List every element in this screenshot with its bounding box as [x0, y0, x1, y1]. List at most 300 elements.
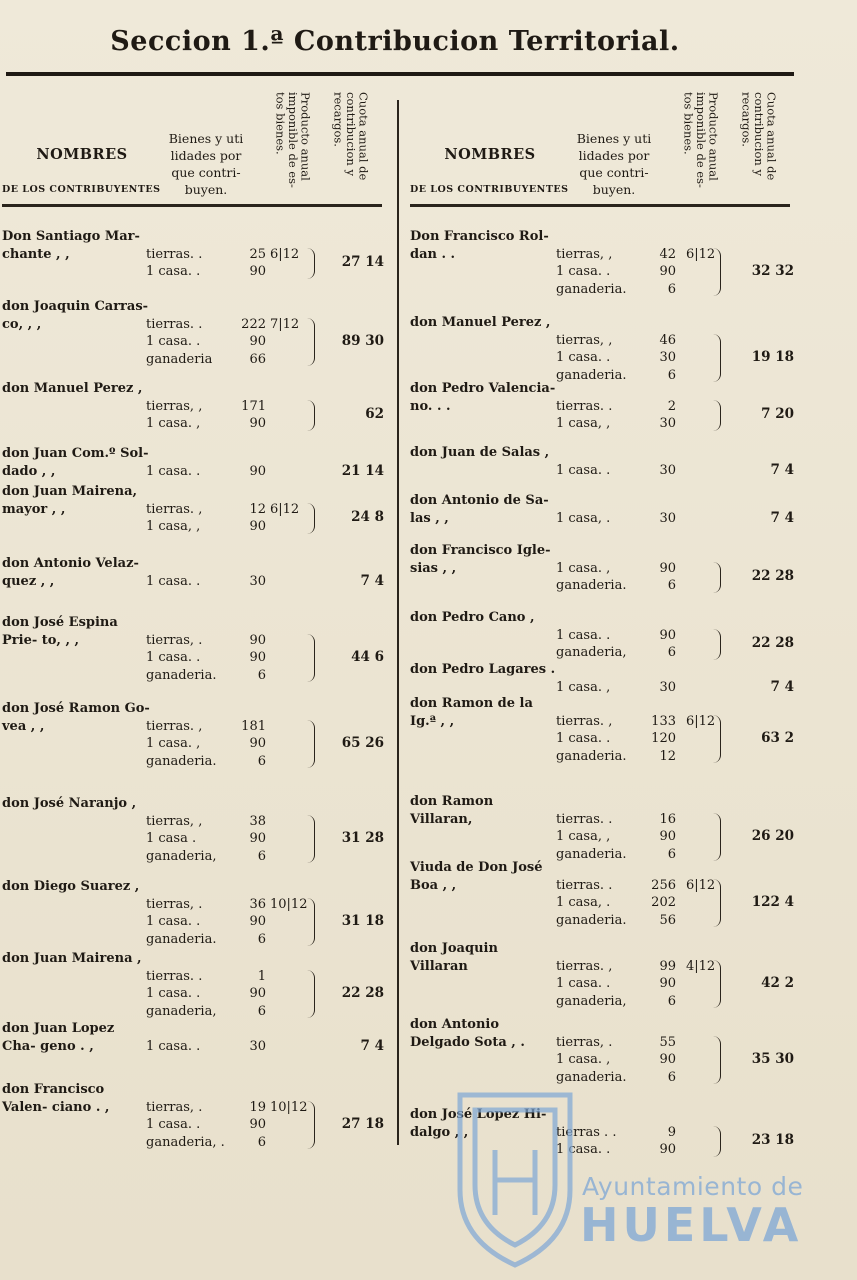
asset-value: 6 [667, 281, 676, 297]
asset-list [146, 1099, 266, 1152]
annual-quota: 65 26 [341, 735, 384, 751]
taxpayer-name: don Antonio de Sa- las , , [410, 493, 549, 526]
asset-label: 1 casa. , [556, 1052, 611, 1067]
brace-mark [710, 629, 721, 660]
asset-label: tierras, . [146, 1099, 203, 1115]
right-column [410, 88, 794, 1157]
asset-list [146, 246, 266, 281]
asset-item [556, 846, 676, 864]
brace-mark [304, 815, 315, 864]
watermark-line1: Ayuntamiento de [582, 1172, 804, 1201]
asset-item [556, 263, 676, 281]
asset-label: ganaderia. [556, 1069, 627, 1085]
asset-item [556, 748, 676, 766]
asset-value: 99 [659, 958, 676, 974]
asset-list [146, 632, 266, 685]
asset-label: 1 casa. , [556, 679, 611, 695]
asset-value: 16 [659, 811, 676, 827]
annual-quota: 7 4 [770, 509, 794, 526]
asset-item [146, 667, 266, 685]
asset-list [556, 560, 676, 595]
asset-item [556, 894, 676, 912]
asset-item [556, 1034, 676, 1052]
asset-value: 55 [659, 1034, 676, 1050]
annual-quota: 27 14 [341, 254, 384, 271]
fraction-value: 6|12 [686, 246, 716, 262]
asset-label: 1 casa. . [556, 264, 611, 279]
brace-mark [710, 400, 721, 431]
asset-value: 30 [659, 350, 676, 365]
asset-item [146, 649, 266, 667]
asset-value: 1 [257, 968, 266, 984]
asset-item [556, 644, 676, 662]
brace-mark [710, 562, 721, 593]
asset-label: 1 casa. . [556, 462, 611, 478]
asset-label: 1 casa. . [556, 976, 611, 991]
asset-list [146, 1038, 266, 1056]
asset-list [556, 877, 676, 930]
annual-quota: 122 4 [751, 894, 794, 910]
asset-value: 30 [659, 679, 676, 695]
asset-label: 1 casa. . [146, 1117, 201, 1132]
annual-quota: 32 32 [751, 263, 794, 279]
asset-label: 1 casa, , [556, 829, 611, 844]
asset-item [556, 510, 676, 528]
taxpayer-name: don Pedro Lagares . [410, 662, 556, 677]
taxpayer-name: don José Ramon Go- vea , , [2, 701, 150, 734]
asset-item [556, 958, 676, 976]
annual-quota: 21 14 [341, 462, 384, 479]
asset-item [146, 753, 266, 771]
asset-item [146, 1134, 266, 1152]
asset-item [556, 332, 676, 350]
asset-label: 1 casa. . [146, 573, 201, 589]
asset-value: 6 [257, 753, 266, 769]
brace-mark [304, 898, 315, 947]
asset-label: 1 casa. , [146, 416, 201, 431]
asset-item [146, 813, 266, 831]
taxpayer-name: don Juan Com.º Sol- dado , , [2, 446, 149, 479]
taxpayer-name: don Juan Mairena, mayor , , [2, 484, 138, 517]
asset-label: 1 casa. . [556, 1142, 611, 1157]
asset-label: 1 casa. . [146, 986, 201, 1001]
asset-label: 1 casa. . [146, 650, 201, 665]
asset-item [556, 349, 676, 367]
asset-item [146, 263, 266, 281]
asset-item [556, 730, 676, 748]
asset-item [146, 896, 266, 914]
asset-value: 30 [659, 510, 676, 526]
fraction-value: 4|12 [686, 958, 716, 974]
asset-value: 30 [249, 573, 266, 589]
left-column [2, 88, 384, 1150]
asset-value: 222 [241, 316, 266, 332]
annual-quota: 26 20 [751, 828, 794, 844]
asset-value: 181 [241, 718, 266, 734]
taxpayer-name: Don Francisco Rol- dan . . [410, 229, 549, 262]
asset-list [556, 332, 676, 385]
asset-list [556, 958, 676, 1011]
asset-label: 1 casa, . [556, 895, 611, 910]
brace-mark [304, 318, 315, 367]
asset-label: tierras. . [556, 811, 613, 827]
asset-value: 133 [651, 713, 676, 729]
asset-value: 6 [667, 993, 676, 1009]
annual-quota: 31 18 [341, 913, 384, 929]
asset-item [556, 398, 676, 416]
asset-value: 90 [249, 463, 266, 479]
asset-value: 90 [249, 1117, 266, 1132]
asset-label: tierras. . [146, 316, 203, 332]
annual-quota: 31 28 [341, 830, 384, 846]
asset-item [146, 1099, 266, 1117]
asset-value: 90 [249, 831, 266, 846]
annual-quota: 23 18 [751, 1132, 794, 1149]
asset-value: 9 [667, 1124, 676, 1140]
brace-mark [710, 248, 721, 297]
header-names-sub: DE LOS CONTRIBUYENTES [410, 184, 569, 195]
asset-item [556, 462, 676, 480]
annual-quota: 89 30 [341, 333, 384, 349]
asset-value: 30 [659, 462, 676, 478]
annual-quota: 22 28 [341, 985, 384, 1001]
annual-quota: 24 8 [351, 509, 384, 526]
asset-label: 1 casa. . [556, 731, 611, 746]
asset-value: 6 [667, 846, 676, 862]
column-divider [397, 100, 399, 1145]
asset-label: ganaderia, [556, 645, 627, 660]
asset-value: 90 [659, 264, 676, 279]
asset-value: 66 [249, 351, 266, 367]
asset-label: ganaderia. [556, 846, 627, 862]
asset-label: 1 casa. . [146, 1038, 201, 1054]
asset-label: ganaderia, [556, 993, 627, 1009]
brace-mark [304, 970, 315, 1019]
asset-value: 6 [257, 667, 266, 683]
header-producto: Producto anual imponible de es- tos bienes. [681, 92, 721, 188]
asset-item [146, 333, 266, 351]
asset-label: tierras. , [146, 501, 203, 517]
asset-value: 90 [249, 736, 266, 751]
asset-value: 6 [667, 578, 676, 593]
annual-quota: 63 2 [761, 730, 794, 746]
taxpayer-name: don José Naranjo , [2, 796, 137, 811]
asset-item [556, 577, 676, 595]
asset-value: 90 [249, 632, 266, 648]
asset-label: 1 casa, . [556, 510, 611, 526]
page-title: Seccion 1.ª Contribucion Territorial. [110, 26, 680, 57]
left-header [2, 88, 384, 206]
asset-value: 6 [257, 1134, 266, 1150]
annual-quota: 42 2 [761, 975, 794, 991]
asset-list [556, 713, 676, 766]
asset-value: 19 [249, 1099, 266, 1115]
asset-label: ganaderia. [556, 578, 627, 593]
asset-label: ganaderia. [146, 931, 217, 947]
brace-mark [710, 1036, 721, 1085]
asset-value: 30 [659, 416, 676, 431]
asset-item [146, 316, 266, 334]
fraction-value: 10|12 [270, 1099, 308, 1115]
asset-value: 2 [667, 398, 676, 414]
asset-list [146, 968, 266, 1021]
asset-label: tierras. , [556, 958, 613, 974]
taxpayer-name: don Ramon Villaran, [410, 794, 494, 827]
header-names: NOMBRES [444, 146, 536, 163]
asset-item [146, 718, 266, 736]
asset-item [146, 1116, 266, 1134]
header-names-sub: DE LOS CONTRIBUYENTES [2, 184, 161, 195]
asset-value: 90 [249, 914, 266, 929]
asset-list [146, 316, 266, 369]
taxpayer-name: don Juan de Salas , [410, 445, 550, 460]
asset-item [556, 877, 676, 895]
taxpayer-name: don Francisco Valen- ciano . , [2, 1082, 110, 1115]
asset-item [146, 573, 266, 591]
asset-item [556, 975, 676, 993]
annual-quota: 7 4 [770, 678, 794, 695]
taxpayer-name: don Pedro Cano , [410, 610, 535, 625]
annual-quota: 22 28 [751, 568, 794, 585]
brace-mark [304, 400, 315, 431]
asset-label: ganaderia. [556, 367, 627, 383]
asset-value: 90 [249, 334, 266, 349]
asset-label: tierras. . [146, 246, 203, 262]
annual-quota: 62 [365, 406, 384, 423]
asset-label: ganaderia. [146, 667, 217, 683]
asset-item [146, 913, 266, 931]
asset-item [556, 828, 676, 846]
asset-item [556, 1124, 676, 1142]
asset-value: 46 [659, 332, 676, 348]
taxpayer-name: don Antonio Delgado Sota , . [410, 1017, 525, 1050]
asset-list [556, 1034, 676, 1087]
taxpayer-name: don Ramon de la Ig.ª , , [410, 696, 533, 729]
asset-list [146, 501, 266, 536]
asset-label: 1 casa, , [556, 416, 611, 431]
taxpayer-name: don Joaquin Carras- co, , , [2, 299, 149, 332]
asset-label: 1 casa. . [556, 350, 611, 365]
asset-value: 6 [667, 645, 676, 660]
asset-label: tierras, , [146, 813, 203, 829]
brace-mark [710, 715, 721, 764]
taxpayer-name: don José Lopez Hi- dalgo , , [410, 1107, 547, 1140]
asset-item [146, 931, 266, 949]
header-bienes: Bienes y uti lidades por que contri- buyen. [168, 131, 244, 197]
asset-label: tierras, . [146, 896, 203, 912]
taxpayer-name: don Joaquin Villaran [410, 941, 498, 974]
asset-value: 90 [249, 650, 266, 665]
watermark-line2: HUELVA [580, 1198, 803, 1252]
asset-item [556, 1051, 676, 1069]
asset-label: tierras, , [556, 332, 613, 348]
asset-value: 6 [257, 931, 266, 947]
asset-item [556, 811, 676, 829]
asset-list [556, 627, 676, 662]
annual-quota: 19 18 [751, 349, 794, 365]
asset-item [556, 1141, 676, 1159]
fraction-value: 6|12 [686, 713, 716, 729]
annual-quota: 7 4 [360, 1037, 384, 1054]
fraction-value: 7|12 [270, 316, 300, 332]
asset-label: 1 casa . [146, 831, 197, 846]
taxpayer-name: Don Santiago Mar- chante , , [2, 229, 140, 262]
asset-label: ganaderia. [556, 281, 627, 297]
asset-list [146, 813, 266, 866]
asset-item [556, 713, 676, 731]
asset-value: 90 [659, 1142, 676, 1157]
asset-item [556, 1069, 676, 1087]
asset-value: 42 [659, 246, 676, 262]
asset-value: 6 [667, 1069, 676, 1085]
asset-value: 90 [659, 1052, 676, 1067]
brace-mark [304, 720, 315, 769]
asset-list [556, 679, 676, 697]
asset-value: 30 [249, 1038, 266, 1054]
asset-label: 1 casa. . [146, 463, 201, 479]
asset-list [556, 1124, 676, 1159]
asset-label: ganaderia, [146, 848, 217, 864]
brace-mark [304, 1101, 315, 1150]
asset-item [556, 367, 676, 385]
asset-value: 38 [249, 813, 266, 829]
asset-label: tierras. . [556, 398, 613, 414]
annual-quota: 7 20 [761, 406, 794, 423]
asset-label: 1 casa. . [146, 914, 201, 929]
asset-label: tierras, , [146, 398, 203, 414]
header-rule [2, 204, 382, 207]
asset-value: 12 [249, 501, 266, 517]
asset-label: ganaderia, [146, 1003, 217, 1019]
asset-label: 1 casa, , [146, 519, 201, 534]
asset-item [146, 501, 266, 519]
header-cuota: Cuota anual de contribucion y recargos. [331, 92, 371, 181]
asset-value: 12 [659, 748, 676, 764]
asset-item [556, 627, 676, 645]
taxpayer-name: don Pedro Valencia- no. . . [410, 381, 556, 414]
asset-list [146, 718, 266, 771]
asset-label: 1 casa. , [556, 560, 611, 576]
asset-item [556, 281, 676, 299]
brace-mark [304, 248, 315, 279]
right-header [410, 88, 792, 206]
header-producto: Producto anual imponible de es- tos bienes. [273, 92, 313, 188]
asset-list [556, 246, 676, 299]
asset-item [146, 518, 266, 536]
asset-list [556, 510, 676, 528]
annual-quota: 7 4 [770, 461, 794, 478]
asset-list [146, 398, 266, 433]
asset-value: 90 [249, 986, 266, 1001]
brace-mark [304, 503, 315, 534]
asset-item [146, 848, 266, 866]
asset-value: 56 [659, 912, 676, 928]
asset-label: tierras, . [556, 1034, 613, 1050]
asset-value: 90 [249, 519, 266, 534]
asset-label: tierras. , [556, 713, 613, 729]
asset-value: 90 [659, 976, 676, 991]
asset-label: 1 casa. , [146, 736, 201, 751]
fraction-value: 10|12 [270, 896, 308, 912]
asset-item [146, 1038, 266, 1056]
asset-list [556, 462, 676, 480]
asset-item [556, 993, 676, 1011]
brace-mark [710, 334, 721, 383]
taxpayer-name: don Francisco Igle- sias , , [410, 543, 551, 576]
asset-item [146, 415, 266, 433]
taxpayer-name: don Antonio Velaz- quez , , [2, 556, 139, 589]
asset-value: 90 [659, 829, 676, 844]
asset-label: ganaderia. [556, 748, 627, 764]
asset-list [556, 811, 676, 864]
taxpayer-name: don Diego Suarez , [2, 879, 140, 894]
taxpayer-name: don Manuel Perez , [410, 315, 551, 330]
fraction-value: 6|12 [270, 501, 300, 517]
asset-label: tierras . . [556, 1124, 617, 1140]
annual-quota: 44 6 [351, 649, 384, 665]
asset-value: 90 [249, 264, 266, 279]
asset-value: 25 [249, 246, 266, 262]
asset-item [556, 560, 676, 578]
taxpayer-name: don José Espina Prie- to, , , [2, 615, 118, 648]
asset-value: 6 [667, 367, 676, 383]
header-names: NOMBRES [36, 146, 128, 163]
brace-mark [710, 879, 721, 928]
brace-mark [710, 1126, 721, 1157]
asset-label: ganaderia. [556, 912, 627, 928]
asset-label: 1 casa. . [146, 264, 201, 279]
taxpayer-name: Viuda de Don José Boa , , [410, 860, 543, 893]
header-rule [410, 204, 790, 207]
asset-value: 90 [659, 627, 676, 643]
asset-label: tierras, . [146, 632, 203, 648]
asset-label: tierras. . [146, 968, 203, 984]
asset-value: 6 [257, 848, 266, 864]
asset-label: tierras. . [556, 877, 613, 893]
asset-value: 90 [249, 416, 266, 431]
header-cuota: Cuota anual de contribucion y recargos. [739, 92, 779, 181]
asset-label: ganaderia [146, 351, 213, 367]
asset-label: tierras. , [146, 718, 203, 734]
asset-item [556, 912, 676, 930]
asset-list [146, 896, 266, 949]
title-rule [6, 72, 794, 76]
asset-item [146, 351, 266, 369]
asset-value: 256 [651, 877, 676, 893]
asset-list [556, 398, 676, 433]
taxpayer-name: don Juan Lopez Cha- geno . , [2, 1021, 115, 1054]
asset-item [146, 968, 266, 986]
asset-value: 90 [659, 560, 676, 576]
brace-mark [710, 813, 721, 862]
asset-list [146, 463, 266, 481]
asset-item [146, 463, 266, 481]
asset-value: 171 [241, 398, 266, 414]
brace-mark [304, 634, 315, 683]
asset-item [146, 735, 266, 753]
asset-item [556, 679, 676, 697]
annual-quota: 27 18 [341, 1116, 384, 1132]
asset-item [146, 830, 266, 848]
taxpayer-name: don Manuel Perez , [2, 381, 143, 396]
asset-label: tierras, , [556, 246, 613, 262]
asset-value: 36 [249, 896, 266, 912]
asset-item [146, 246, 266, 264]
header-bienes: Bienes y uti lidades por que contri- buyen. [576, 131, 652, 197]
asset-label: 1 casa. . [556, 627, 611, 643]
asset-value: 120 [651, 731, 676, 746]
asset-label: ganaderia. [146, 753, 217, 769]
